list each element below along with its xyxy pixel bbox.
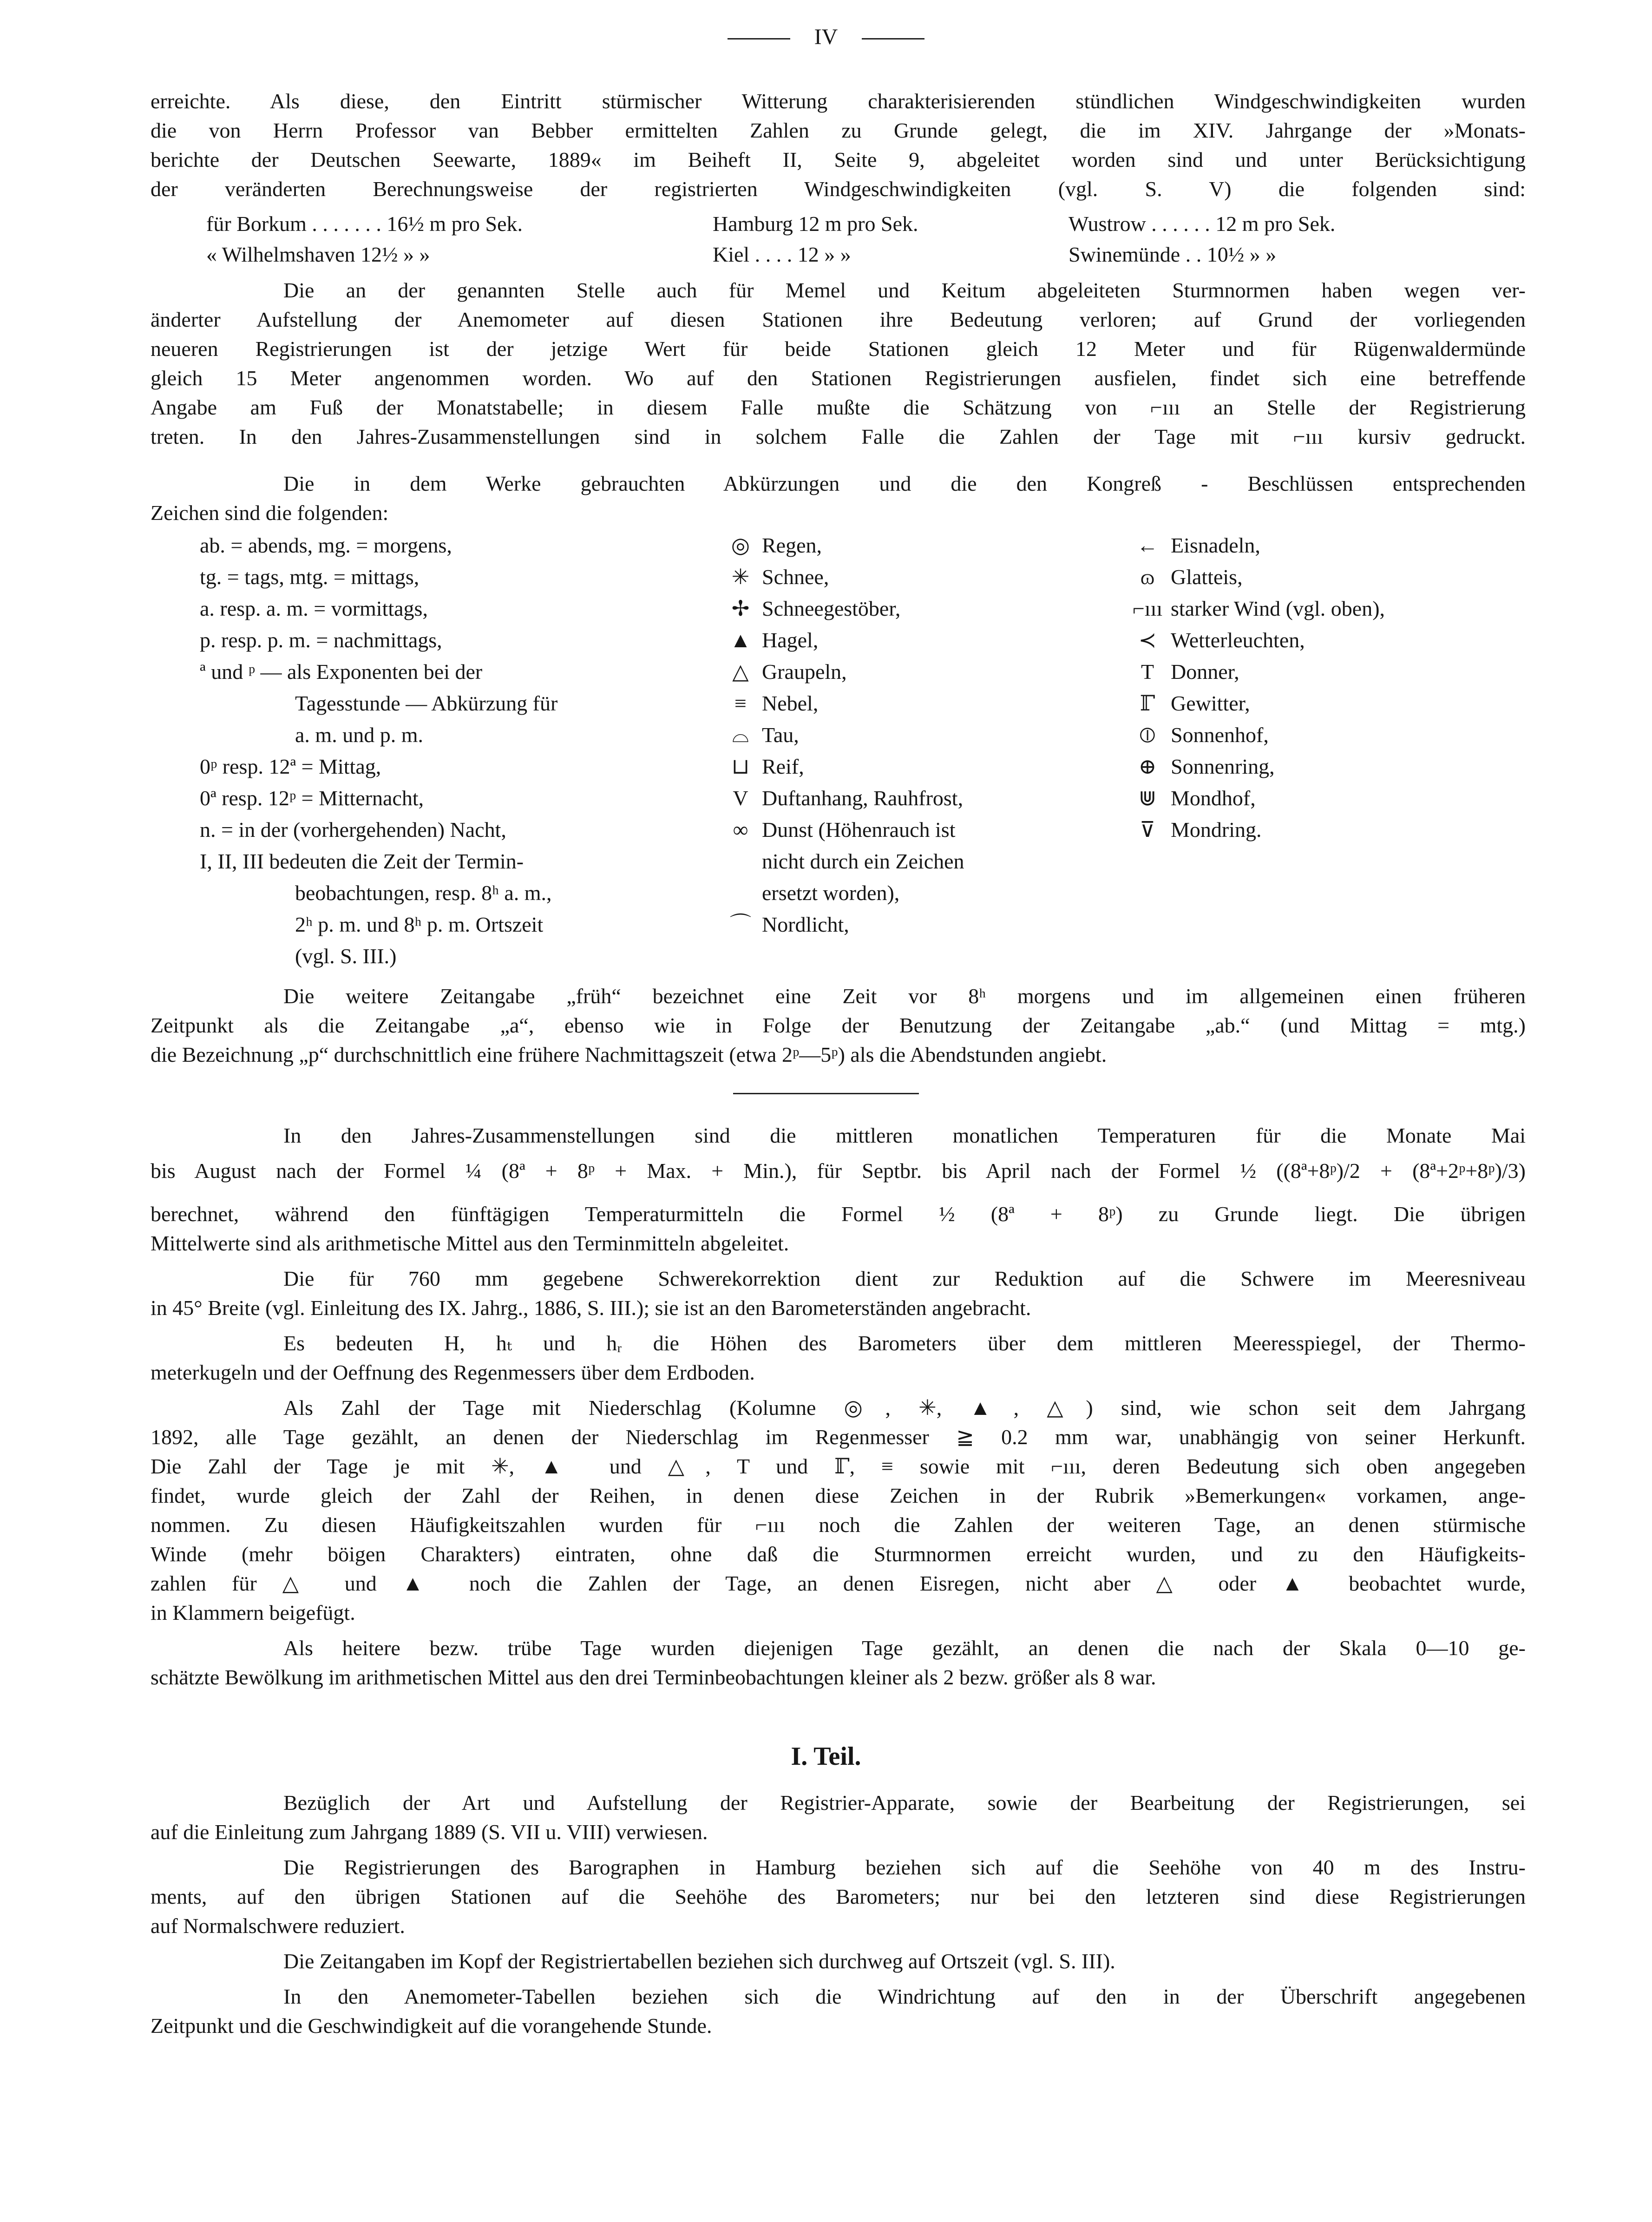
symbol-item <box>719 530 964 561</box>
abbreviation-item: ª und ᵖ — als Exponenten bei der <box>200 660 483 684</box>
paragraph-line: Die Zeitangaben im Kopf der Registriertabellen beziehen sich durchweg auf Ortszeit (vgl. S. III). <box>283 1949 1115 1973</box>
paragraph-line: nommen. Zu diesen Häufigkeitszahlen wurden für ⌐ııı noch die Zahlen der weiteren Tage, an denen stürmische <box>151 1513 1526 1537</box>
symbol-item <box>1124 751 1385 782</box>
hail-icon: ▲ <box>730 628 751 652</box>
page-number: IV <box>814 25 838 49</box>
paragraph-line: Zeichen sind die folgenden: <box>151 501 389 525</box>
abbreviation-item: I, II, III bedeuten die Zeit der Termin- <box>200 849 524 873</box>
paragraph-line: Die Zahl der Tage je mit ✳, ▲ und △, T und ℾ, ≡ sowie mit ⌐ııı, deren Bedeutung sich oben angegeben <box>151 1454 1526 1478</box>
dew-icon: ⌓ <box>732 723 749 747</box>
glaze-icon: ɷ <box>1140 565 1155 589</box>
symbol-label: Graupeln, <box>762 660 847 684</box>
symbol-item <box>719 814 964 846</box>
paragraph-line: meterkugeln und der Oeffnung des Regenmessers über dem Erdboden. <box>151 1361 755 1384</box>
abbreviation-item: 0ª resp. 12ᵖ = Mitternacht, <box>200 786 424 810</box>
storm-norm-swinemuende: Swinemünde . . 10½ » » <box>1069 243 1277 266</box>
abbreviation-list <box>200 530 557 972</box>
symbol-label: Glatteis, <box>1171 565 1243 589</box>
symbol-label: Reif, <box>762 755 804 778</box>
symbol-label: Mondhof, <box>1171 786 1256 810</box>
symbol-item <box>719 656 964 688</box>
symbol-label: Gewitter, <box>1171 691 1250 715</box>
symbol-item <box>719 846 964 877</box>
paragraph-line: Die an der genannten Stelle auch für Memel und Keitum abgeleiteten Sturmnormen haben wegen ver- <box>283 278 1526 302</box>
paragraph-line: änderter Aufstellung der Anemometer auf diesen Stationen ihre Bedeutung verloren; auf Grund der vorliegenden <box>151 308 1526 331</box>
thunder-icon: T <box>1141 660 1154 684</box>
symbol-label: Duftanhang, Rauhfrost, <box>762 786 964 810</box>
page-header <box>0 24 1652 50</box>
header-rule-right <box>862 38 924 39</box>
symbol-label: Nebel, <box>762 691 819 715</box>
paragraph-line: Zeitpunkt und die Geschwindigkeit auf die vorangehende Stunde. <box>151 2014 712 2038</box>
paragraph-line: In den Anemometer-Tabellen beziehen sich die Windrichtung auf den in der Überschrift angegebenen <box>283 1985 1526 2008</box>
symbol-label: Sonnenhof, <box>1171 723 1269 747</box>
symbol-item <box>1124 656 1385 688</box>
graupel-icon: △ <box>732 660 749 684</box>
abbreviation-item: tg. = tags, mtg. = mittags, <box>200 565 420 589</box>
abbreviation-item: n. = in der (vorhergehenden) Nacht, <box>200 818 506 841</box>
symbol-item <box>719 782 964 814</box>
symbol-list-weather <box>719 530 964 940</box>
symbol-item <box>1124 593 1385 625</box>
symbol-label: Regen, <box>762 533 822 557</box>
paragraph-line: Angabe am Fuß der Monatstabelle; in diesem Falle mußte die Schätzung von ⌐ııı an Stelle der Registrierung <box>151 395 1526 419</box>
symbol-label: Dunst (Höhenrauch ist <box>762 818 956 841</box>
paragraph-line: Zeitpunkt als die Zeitangabe „a“, ebenso wie in Folge der Benutzung der Zeitangabe „ab.“ (und Mittag = mtg.) <box>151 1013 1526 1037</box>
paragraph-line: findet, wurde gleich der Zahl der Reihen, in denen diese Zeichen in der Rubrik »Bemerkungen« vorkamen, ange- <box>151 1484 1526 1507</box>
paragraph-line: Die für 760 mm gegebene Schwerekorrektion dient zur Reduktion auf die Schwere im Meeresniveau <box>283 1267 1526 1290</box>
symbol-label: Schneegestöber, <box>762 597 901 620</box>
abbreviation-item: (vgl. S. III.) <box>295 944 397 968</box>
symbol-item <box>719 688 964 719</box>
paragraph-line: berechnet, während den fünftägigen Temperaturmitteln die Formel ½ (8ª + 8ᵖ) zu Grunde liegt. Die übrigen <box>151 1202 1526 1226</box>
ice-needles-icon: ← <box>1137 533 1158 557</box>
abbreviation-item: a. m. und p. m. <box>295 723 423 747</box>
paragraph-line: Als heitere bezw. trübe Tage wurden diejenigen Tage gezählt, an denen die nach der Skala 0—10 ge- <box>283 1636 1526 1660</box>
moon-halo-icon: ⋓ <box>1138 786 1157 810</box>
sheet-lightning-icon: ≺ <box>1138 628 1157 652</box>
symbol-item <box>1124 688 1385 719</box>
symbol-label: Nordlicht, <box>762 913 849 936</box>
paragraph-line: Als Zahl der Tage mit Niederschlag (Kolumne ◎, ✳, ▲, △) sind, wie schon seit dem Jahrgang <box>283 1396 1526 1420</box>
rime-icon: V <box>733 786 748 810</box>
paragraph-line: auf die Einleitung zum Jahrgang 1889 (S. VII u. VIII) verwiesen. <box>151 1820 708 1844</box>
abbreviation-item: p. resp. p. m. = nachmittags, <box>200 628 442 652</box>
symbol-item <box>719 593 964 625</box>
abbreviation-item: ab. = abends, mg. = morgens, <box>200 533 452 557</box>
symbol-list-phenomena <box>1124 530 1385 846</box>
abbreviation-item: 0ᵖ resp. 12ª = Mittag, <box>200 755 381 778</box>
symbol-item <box>719 625 964 656</box>
paragraph-line: in Klammern beigefügt. <box>151 1601 355 1624</box>
paragraph-line: Die in dem Werke gebrauchten Abkürzungen und die den Kongreß - Beschlüssen entsprechenden <box>283 472 1526 495</box>
symbol-label: Eisnadeln, <box>1171 533 1260 557</box>
thunderstorm-icon: ℾ <box>1140 691 1155 715</box>
paragraph-line: ments, auf den übrigen Stationen auf die Seehöhe des Barometers; nur bei den letzteren sind diese Registrierungen <box>151 1885 1526 1908</box>
symbol-item <box>719 719 964 751</box>
intro-line: berichte der Deutschen Seewarte, 1889« im Beiheft II, Seite 9, abgeleitet worden sind und unter Berücksichtigung <box>151 148 1526 171</box>
symbol-label: nicht durch ein Zeichen <box>762 849 964 873</box>
snowstorm-icon: ✢ <box>731 597 750 620</box>
sun-halo-icon: ⦶ <box>1140 723 1155 747</box>
symbol-label: Hagel, <box>762 628 819 652</box>
abbreviation-item: a. resp. a. m. = vormittags, <box>200 597 428 620</box>
moon-ring-icon: ⊽ <box>1140 818 1155 841</box>
symbol-label: Wetterleuchten, <box>1171 628 1305 652</box>
paragraph-line: 1892, alle Tage gezählt, an denen der Niederschlag im Regenmesser ≧ 0.2 mm war, unabhängig von seiner Herkunft. <box>151 1425 1526 1449</box>
symbol-item <box>1124 782 1385 814</box>
snow-icon: ✳ <box>731 565 750 589</box>
symbol-label: Donner, <box>1171 660 1239 684</box>
paragraph-line: bis August nach der Formel ¼ (8ª + 8ᵖ + Max. + Min.), für Septbr. bis April nach der Formel ½ ((8ª+8ᵖ)/2 + (8ª+2ᵖ+8ᵖ)/3) <box>151 1159 1526 1183</box>
symbol-item <box>1124 719 1385 751</box>
aurora-icon: ⌒ <box>730 913 751 936</box>
storm-norm-wustrow: Wustrow . . . . . . 12 m pro Sek. <box>1069 212 1336 236</box>
symbol-item <box>1124 814 1385 846</box>
paragraph-line: treten. In den Jahres-Zusammenstellungen sind in solchem Falle die Zahlen der Tage mit ⌐ııı kursiv gedruckt. <box>151 425 1526 448</box>
storm-norm-borkum: für Borkum . . . . . . . 16½ m pro Sek. <box>206 212 523 236</box>
symbol-item <box>719 751 964 782</box>
section-title: I. Teil. <box>791 1742 861 1771</box>
abbreviation-item: beobachtungen, resp. 8ʰ a. m., <box>295 881 552 905</box>
symbol-label: ersetzt worden), <box>762 881 900 905</box>
symbol-label: Tau, <box>762 723 799 747</box>
paragraph-line: In den Jahres-Zusammenstellungen sind die mittleren monatlichen Temperaturen für die Monate Mai <box>283 1124 1526 1147</box>
paragraph-line: gleich 15 Meter angenommen worden. Wo auf den Stationen Registrierungen ausfielen, findet sich eine betreffende <box>151 366 1526 390</box>
symbol-item <box>719 561 964 593</box>
paragraph-line: neueren Registrierungen ist der jetzige Wert für beide Stationen gleich 12 Meter und für Rügenwaldermünde <box>151 337 1526 361</box>
paragraph-line: Mittelwerte sind als arithmetische Mittel aus den Terminmitteln abgeleitet. <box>151 1231 789 1255</box>
header-rule-left <box>728 38 790 39</box>
intro-line: der veränderten Berechnungsweise der registrierten Windgeschwindigkeiten (vgl. S. V) die folgenden sind: <box>151 177 1526 201</box>
paragraph-line: Bezüglich der Art und Aufstellung der Registrier-Apparate, sowie der Bearbeitung der Registrierungen, sei <box>283 1791 1526 1814</box>
symbol-label: Schnee, <box>762 565 829 589</box>
paragraph-line: in 45° Breite (vgl. Einleitung des IX. Jahrg., 1886, S. III.); sie ist an den Barometerständen angebracht. <box>151 1296 1031 1320</box>
symbol-item <box>719 877 964 909</box>
rain-icon: ◎ <box>731 533 750 557</box>
paragraph-line: zahlen für △ und ▲ noch die Zahlen der Tage, an denen Eisregen, nicht aber △ oder ▲ beobachtet wurde, <box>151 1571 1526 1595</box>
symbol-item <box>1124 561 1385 593</box>
abbreviation-item: Tagesstunde — Abkürzung für <box>295 691 558 715</box>
paragraph-line: Es bedeuten H, hₜ und hᵣ die Höhen des Barometers über dem mittleren Meeresspiegel, der Thermo- <box>283 1331 1526 1355</box>
symbol-item <box>1124 530 1385 561</box>
haze-icon: ∞ <box>733 818 748 841</box>
sun-ring-icon: ⊕ <box>1138 755 1157 778</box>
symbol-label: Sonnenring, <box>1171 755 1275 778</box>
intro-line: die von Herrn Professor van Bebber ermittelten Zahlen zu Grunde gelegt, die im XIV. Jahrgange der »Monats- <box>151 118 1526 142</box>
paragraph-line: Winde (mehr böigen Charakters) eintraten, ohne daß die Sturmnormen erreicht wurden, und zu den Häufigkeits- <box>151 1542 1526 1566</box>
strong-wind-icon: ⌐ııı <box>1132 597 1163 620</box>
fog-icon: ≡ <box>734 691 747 715</box>
paragraph-line: schätzte Bewölkung im arithmetischen Mittel aus den drei Terminbeobachtungen kleiner als 2 bezw. größer als 8 war. <box>151 1665 1156 1689</box>
paragraph-line: auf Normalschwere reduziert. <box>151 1914 405 1938</box>
abbreviation-item: 2ʰ p. m. und 8ʰ p. m. Ortszeit <box>295 913 544 936</box>
symbol-label: starker Wind (vgl. oben), <box>1171 597 1385 620</box>
symbol-label: Mondring. <box>1171 818 1262 841</box>
section-divider <box>733 1093 919 1094</box>
frost-icon: ⊔ <box>731 755 750 778</box>
paragraph-line: die Bezeichnung „p“ durchschnittlich eine frühere Nachmittagszeit (etwa 2ᵖ—5ᵖ) als die Abendstunden angiebt. <box>151 1043 1107 1066</box>
paragraph-line: Die Registrierungen des Barographen in Hamburg beziehen sich auf die Seehöhe von 40 m des Instru- <box>283 1855 1526 1879</box>
symbol-item <box>1124 625 1385 656</box>
paragraph-line: Die weitere Zeitangabe „früh“ bezeichnet eine Zeit vor 8ʰ morgens und im allgemeinen einen früheren <box>283 984 1526 1008</box>
symbol-item <box>719 909 964 940</box>
intro-line: erreichte. Als diese, den Eintritt stürmischer Witterung charakterisierenden stündlichen Windgeschwindigkeiten wurden <box>151 89 1526 113</box>
storm-norm-wilhelmshaven: « Wilhelmshaven 12½ » » <box>206 243 430 266</box>
storm-norm-hamburg: Hamburg 12 m pro Sek. <box>713 212 918 236</box>
storm-norm-kiel: Kiel . . . . 12 » » <box>713 243 851 266</box>
